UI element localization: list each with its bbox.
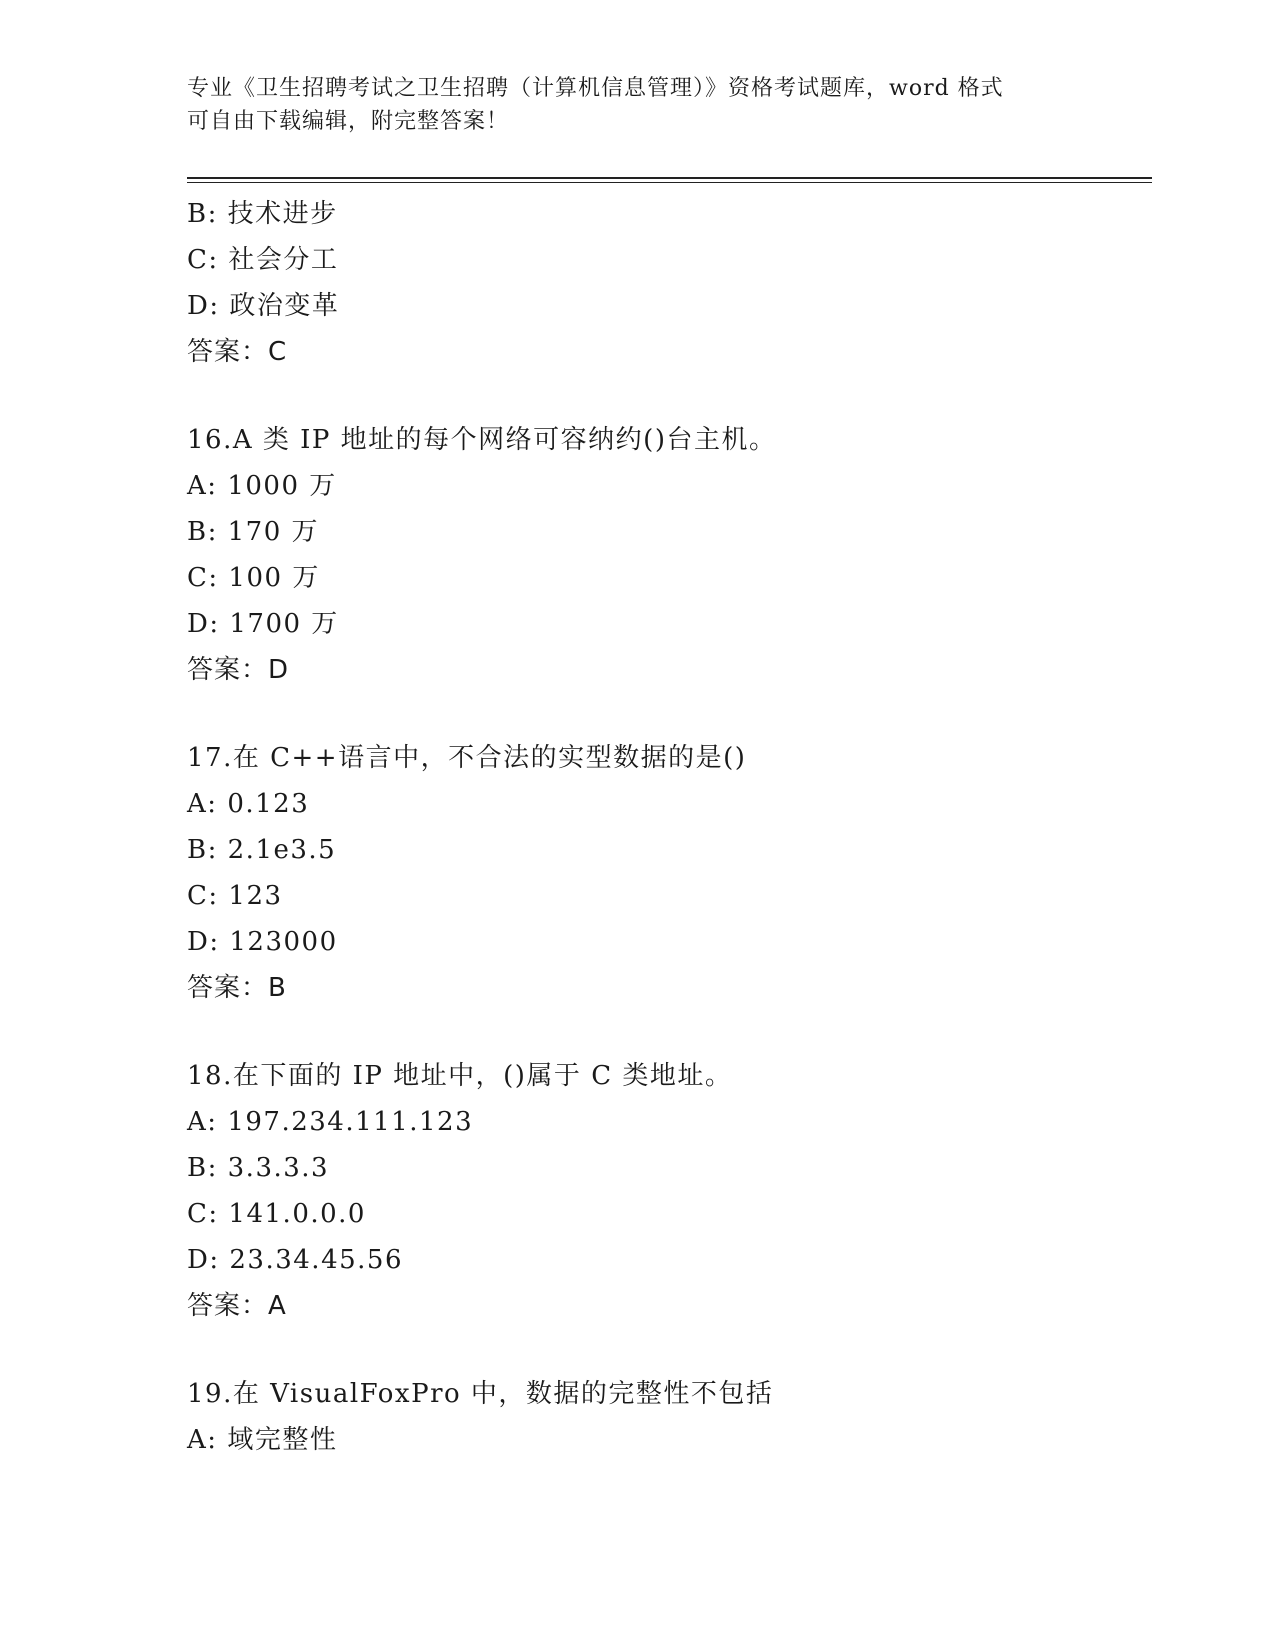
- option-key: C:: [187, 563, 219, 593]
- question-block-19: [187, 1371, 1147, 1463]
- option-text: 3.3.3.3: [227, 1153, 330, 1183]
- option-line: [187, 1191, 1147, 1237]
- option-text: 技术进步: [227, 199, 338, 229]
- option-text: 141.0.0.0: [228, 1199, 366, 1229]
- option-key: C:: [187, 245, 219, 275]
- option-text: 123: [228, 881, 283, 911]
- option-text: 123000: [229, 927, 338, 957]
- option-key: D:: [187, 1245, 220, 1275]
- option-line: [187, 283, 1147, 329]
- option-key: A:: [187, 1425, 218, 1455]
- option-key: B:: [187, 199, 218, 229]
- option-line: [187, 1417, 1147, 1463]
- option-line: [187, 1145, 1147, 1191]
- option-key: A:: [187, 789, 218, 819]
- question-block-carryover: [187, 191, 1147, 375]
- option-line: [187, 463, 1147, 509]
- question-stem: 16.A 类 IP 地址的每个网络可容纳约()台主机。: [187, 425, 777, 455]
- spacer: [187, 1329, 1147, 1371]
- option-text: 2.1e3.5: [227, 835, 337, 865]
- header-line-1: 专业《卫生招聘考试之卫生招聘（计算机信息管理）》资格考试题库，word 格式: [187, 76, 1004, 101]
- question-stem: 18.在下面的 IP 地址中，()属于 C 类地址。: [187, 1061, 733, 1091]
- option-text: 100 万: [228, 563, 320, 593]
- option-text: 社会分工: [228, 245, 339, 275]
- answer-line: 答案：A: [187, 1291, 287, 1321]
- spacer: [187, 375, 1147, 417]
- question-block-16: [187, 417, 1147, 693]
- option-text: 23.34.45.56: [229, 1245, 404, 1275]
- option-line: [187, 237, 1147, 283]
- option-line: [187, 601, 1147, 647]
- option-text: 197.234.111.123: [227, 1107, 474, 1137]
- option-text: 域完整性: [227, 1425, 338, 1455]
- question-list: [187, 191, 1147, 1463]
- question-stem: 17.在 C++语言中，不合法的实型数据的是(): [187, 743, 747, 773]
- option-key: C:: [187, 1199, 219, 1229]
- option-line: [187, 827, 1147, 873]
- option-line: [187, 555, 1147, 601]
- option-line: [187, 919, 1147, 965]
- option-key: D:: [187, 609, 220, 639]
- answer-line: 答案：D: [187, 655, 290, 685]
- option-key: B:: [187, 1153, 218, 1183]
- option-line: [187, 191, 1147, 237]
- option-line: [187, 873, 1147, 919]
- option-key: B:: [187, 835, 218, 865]
- option-text: 0.123: [227, 789, 310, 819]
- question-stem: 19.在 VisualFoxPro 中，数据的完整性不包括: [187, 1379, 774, 1409]
- header-divider-thick: [187, 177, 1152, 179]
- header-line-2: 可自由下载编辑，附完整答案！: [187, 109, 510, 134]
- header-divider-thin: [187, 182, 1152, 183]
- option-text: 政治变革: [229, 291, 340, 321]
- document-header: [187, 72, 1087, 138]
- answer-line: 答案：B: [187, 973, 287, 1003]
- option-key: C:: [187, 881, 219, 911]
- option-key: A:: [187, 1107, 218, 1137]
- option-line: [187, 781, 1147, 827]
- option-text: 170 万: [227, 517, 320, 547]
- answer-line: 答案：C: [187, 337, 288, 367]
- option-line: [187, 509, 1147, 555]
- option-key: D:: [187, 927, 220, 957]
- option-key: B:: [187, 517, 218, 547]
- option-line: [187, 1237, 1147, 1283]
- option-key: A:: [187, 471, 218, 501]
- option-key: D:: [187, 291, 220, 321]
- option-line: [187, 1099, 1147, 1145]
- spacer: [187, 693, 1147, 735]
- option-text: 1000 万: [227, 471, 337, 501]
- question-block-17: [187, 735, 1147, 1011]
- option-text: 1700 万: [229, 609, 339, 639]
- question-block-18: [187, 1053, 1147, 1329]
- spacer: [187, 1011, 1147, 1053]
